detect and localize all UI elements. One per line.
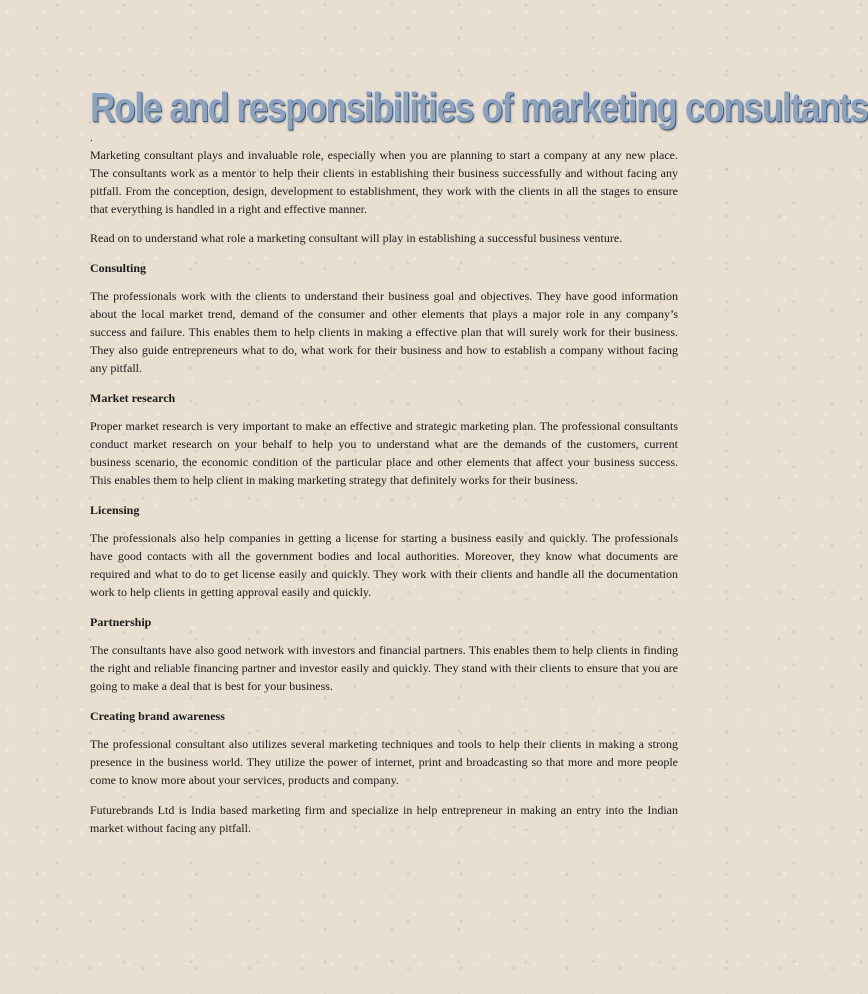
section-heading-consulting: Consulting [90,261,147,275]
document-title: Role and responsibilities of marketing consultants [90,84,868,130]
section-body-partnership: The consultants have also good network with investors and financial partners. This enables them to help clients in finding the right and reliable financing partner and investor easily and quickly. They stand with their clients to ensure that you are going to make a deal that is best for your business. [90,643,678,693]
section-body-market-research: Proper market research is very important to make an effective and strategic marketing plan. The professional consultants conduct market research on your behalf to help you to understand what are the demands of the customers, current business scenario, the economic condition of the particular place and other elements that affect your business success. This enables them to help client in making marketing strategy that definitely works for their business. [90,419,678,487]
section-heading-market-research: Market research [90,391,176,405]
section-heading-partnership: Partnership [90,615,152,629]
document-page [90,82,868,849]
bullet-marker: . [90,132,93,144]
section-body-licensing: The professionals also help companies in getting a license for starting a business easily and quickly. The professionals have good contacts with all the government bodies and local authorities. Moreover, they know what documents are required and what to do to get license easily and quickly. They work with their clients and handle all the documentation work to help clients in getting approval easily and quickly. [90,531,678,599]
read-on-paragraph: Read on to understand what role a marketing consultant will play in establishing a successful business venture. [90,231,623,245]
section-body-brand-awareness: The professional consultant also utilizes several marketing techniques and tools to help their clients in making a strong presence in the business world. They utilize the power of internet, print and broadcasting so that more and more people come to know more about your services, products and company. [90,737,678,787]
section-body-consulting: The professionals work with the clients to understand their business goal and objectives. They have good information about the local market trend, demand of the consumer and other elements that plays a major role in any company’s success and failure. This enables them to help clients in making a effective plan that will surely work for their business. They also guide entrepreneurs what to do, what work for their business and how to establish a company without facing any pitfall. [90,289,678,375]
section-heading-licensing: Licensing [90,503,140,517]
section-heading-brand-awareness: Creating brand awareness [90,709,225,723]
closing-paragraph: Futurebrands Ltd is India based marketing firm and specialize in help entrepreneur in making an entry into the Indian market without facing any pitfall. [90,803,678,835]
intro-paragraph: Marketing consultant plays and invaluable role, especially when you are planning to start a company at any new place. The consultants work as a mentor to help their clients in establishing their business successfully and without facing any pitfall. From the conception, design, development to establishment, they work with the clients in all the stages to ensure that everything is handled in a right and effective manner. [90,148,678,216]
